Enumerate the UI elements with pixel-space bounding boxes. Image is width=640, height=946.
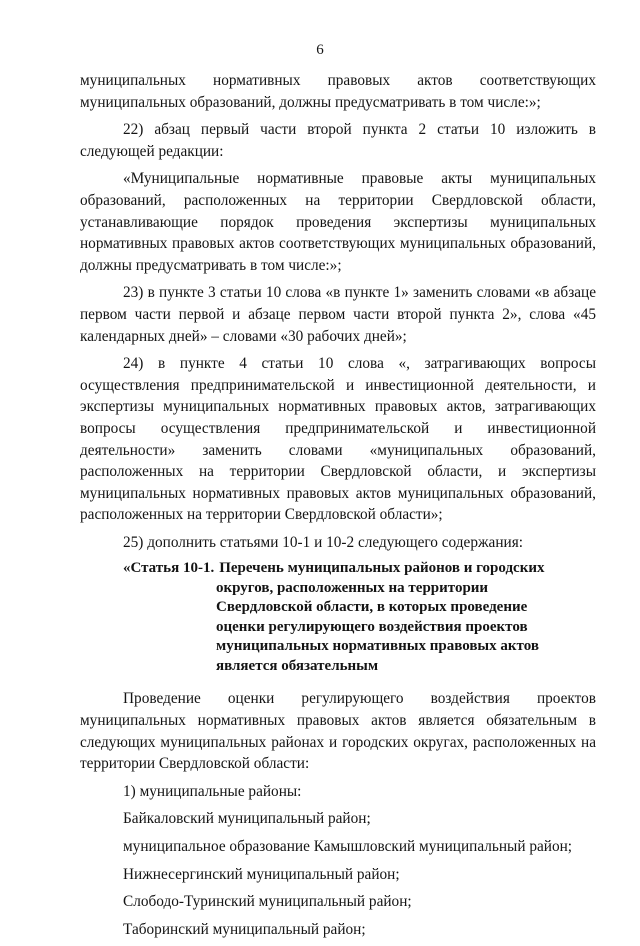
article-number: «Статья 10-1. [123, 560, 215, 577]
list-item: Байкаловский муниципальный район; [123, 810, 371, 828]
page-number: 6 [316, 42, 324, 58]
paragraph-item-25: 25) дополнить статьями 10-1 и 10-2 следующего содержания: [123, 533, 523, 551]
paragraph-item-23: 23) в пункте 3 статьи 10 слова «в пункте 1» заменить словами «в абзаце первом части первой и абзаце первом части второй пункта 2», слова «45 календарных дней» – словами «30 рабочих дней»; [80, 284, 596, 345]
article-title [214, 559, 544, 579]
list-item: Таборинский муниципальный район; [123, 920, 366, 938]
article-title-line1: Перечень муниципальных районов и городских [219, 560, 545, 577]
document-body [80, 70, 596, 946]
paragraph-item-24: 24) в пункте 4 статьи 10 слова «, затрагивающих вопросы осуществления предпринимательской и инвестиционной деятельности, и экспертизы муниципальных нормативных правовых актов, затрагивающих вопросы осуществления предпринимательской и инвестиционной деятельности» заменить словами «муниципальных образований, расположенных на территории Свердловской области, и экспертизы муниципальных нормативных правовых актов муниципальных образований, расположенных на территории Свердловской области»; [80, 355, 596, 524]
list-item: Нижнесергинский муниципальный район; [123, 865, 400, 883]
list-item: муниципальное образование Камышловский муниципальный район; [123, 838, 573, 856]
paragraph-continuation: муниципальных нормативных правовых актов соответствующих муниципальных образований, должны предусматривать в том числе:»; [80, 72, 596, 111]
article-text: Проведение оценки регулирующего воздействия проектов муниципальных нормативных правовых актов является обязательным в следующих муниципальных районах и городских округах, расположенных на территории Свердловской области: [80, 690, 596, 773]
paragraph-item-22: 22) абзац первый части второй пункта 2 статьи 10 изложить в следующей редакции: [80, 121, 596, 160]
article-title-continuation: округов, расположенных на территории Свердловской области, в которых проведение оценки регулирующего воздействия проектов муниципальных нормативных правовых актов является обязательным [216, 579, 539, 674]
paragraph-quote: «Муниципальные нормативные правовые акты муниципальных образований, расположенных на территории Свердловской области, устанавливающие порядок проведения экспертизы муниципальных нормативных правовых актов соответствующих муниципальных образований, должны предусматривать в том числе:»; [80, 170, 596, 274]
list-item: Слободо-Туринский муниципальный район; [123, 893, 412, 911]
list-item: 1) муниципальные районы: [123, 782, 302, 800]
article-heading [80, 559, 596, 579]
